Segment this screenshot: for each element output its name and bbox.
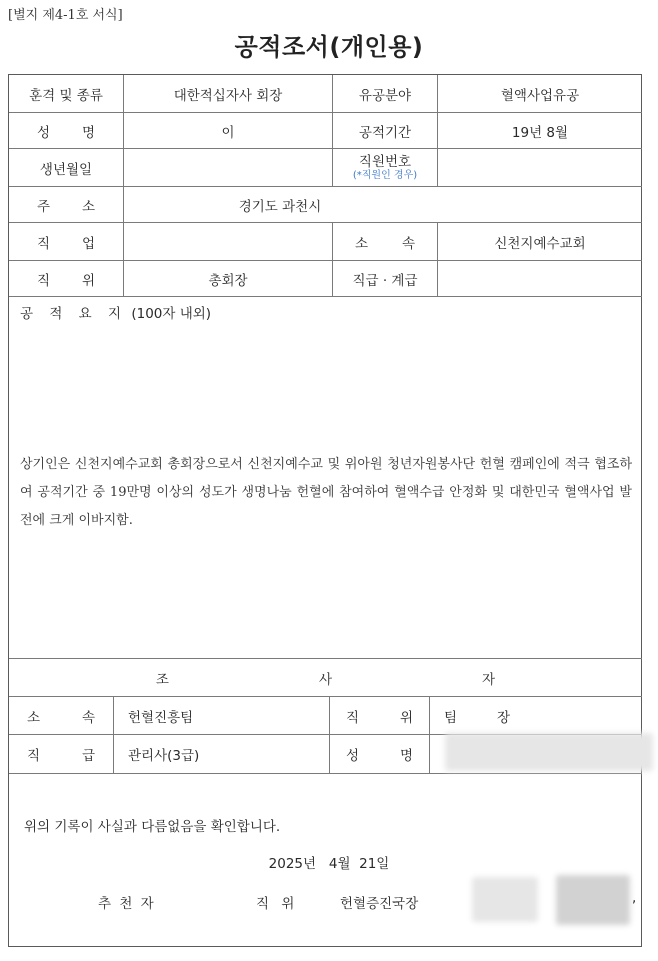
header-char: 사 <box>318 671 333 688</box>
recommender-label: 추 천 자 <box>98 896 156 912</box>
inv-grade-label <box>9 735 113 773</box>
merit-period-label: 공적기간 <box>358 124 412 141</box>
employee-no-value <box>438 149 642 186</box>
label-char: 소 <box>355 235 369 252</box>
award-type-value: 대한적십자사 회장 <box>173 87 283 104</box>
divider <box>9 296 642 297</box>
address-value: 경기도 과천시 <box>238 198 322 215</box>
label-char: 명 <box>81 124 95 141</box>
label-char: 직 <box>346 709 360 726</box>
label-char: 업 <box>81 235 95 252</box>
label-char: 성 <box>37 124 51 141</box>
value-char: 장 <box>497 709 511 726</box>
recommender-position-value: 헌혈증진국장 <box>340 896 419 912</box>
header-char: 조 <box>155 671 169 688</box>
inv-position-label <box>330 697 429 734</box>
grade-label: 직급 · 계급 <box>352 272 418 289</box>
summary-label: 공 적 요 지 <box>20 306 128 322</box>
confirmation-statement: 위의 기록이 사실과 다름없음을 확인합니다. <box>24 819 281 835</box>
affiliation-label <box>333 223 437 260</box>
trailing-mark: , <box>632 890 637 906</box>
label-char: 소 <box>81 198 95 215</box>
label-char: 명 <box>399 748 413 764</box>
label-char: 직 <box>27 748 41 764</box>
summary-note: (100자 내외) <box>131 306 212 322</box>
employee-no-label: 직원번호 <box>358 153 412 170</box>
recommender-position-label: 직 위 <box>256 896 299 912</box>
label-char: 직 <box>37 235 51 252</box>
label-char: 급 <box>81 748 95 764</box>
header-char: 자 <box>482 671 496 688</box>
employee-no-label-cell <box>333 149 437 186</box>
label-char: 소 <box>27 709 41 726</box>
label-char: 성 <box>346 748 360 764</box>
inv-position-value <box>444 697 544 734</box>
redacted-recommender-seal <box>556 875 630 925</box>
summary-heading <box>20 302 211 322</box>
redacted-recommender-name <box>472 877 538 922</box>
value-char: 팀 <box>444 709 458 726</box>
merit-period-value: 19년 8월 <box>511 124 569 141</box>
investigator-header <box>9 659 642 696</box>
document-title: 공적조서(개인용) <box>234 33 424 61</box>
name-label <box>9 113 123 148</box>
label-char: 속 <box>81 709 95 726</box>
inv-affiliation-value: 헌혈진흥팀 <box>128 709 194 726</box>
label-char: 직 <box>37 272 51 289</box>
employee-no-note: (*직원인 경우) <box>352 169 418 181</box>
divider <box>113 696 114 773</box>
merit-summary-text: 상기인은 신천지예수교회 총회장으로서 신천지예수교 및 위아원 청년자원봉사단 헌혈 캠페인에 적극 협조하여 공적기간 중 19만명 이상의 성도가 생명나눔 헌혈에 참여하여 혈액수급 안정화 및 대한민국 혈액사업 발전에 크게 이바지함. <box>20 457 632 528</box>
divider <box>429 696 430 773</box>
merit-field-label: 유공분야 <box>358 87 412 104</box>
affiliation-value: 신천지예수교회 <box>494 235 586 252</box>
name-value: 이 <box>221 124 235 141</box>
grade-value <box>438 261 642 296</box>
occupation-value <box>124 223 332 260</box>
label-char: 위 <box>399 709 413 726</box>
position-label <box>9 261 123 296</box>
occupation-label <box>9 223 123 260</box>
divider <box>9 773 642 774</box>
position-value: 총회장 <box>208 272 248 289</box>
label-char: 주 <box>37 198 51 215</box>
birthdate-label: 생년월일 <box>39 161 93 178</box>
inv-name-label <box>330 735 429 773</box>
merit-field-value: 혈액사업유공 <box>500 87 580 104</box>
inv-grade-value: 관리사(3급) <box>128 748 200 764</box>
confirmation-date: 2025년 4월 21일 <box>268 856 390 872</box>
redacted-investigator-name <box>445 733 653 771</box>
label-char: 속 <box>401 235 415 252</box>
award-type-label: 훈격 및 종류 <box>29 87 103 104</box>
label-char: 위 <box>81 272 95 289</box>
form-number-label: [별지 제4-1호 서식] <box>8 8 123 23</box>
birthdate-value <box>124 149 332 186</box>
inv-affiliation-label <box>9 697 113 734</box>
address-label <box>9 187 123 222</box>
